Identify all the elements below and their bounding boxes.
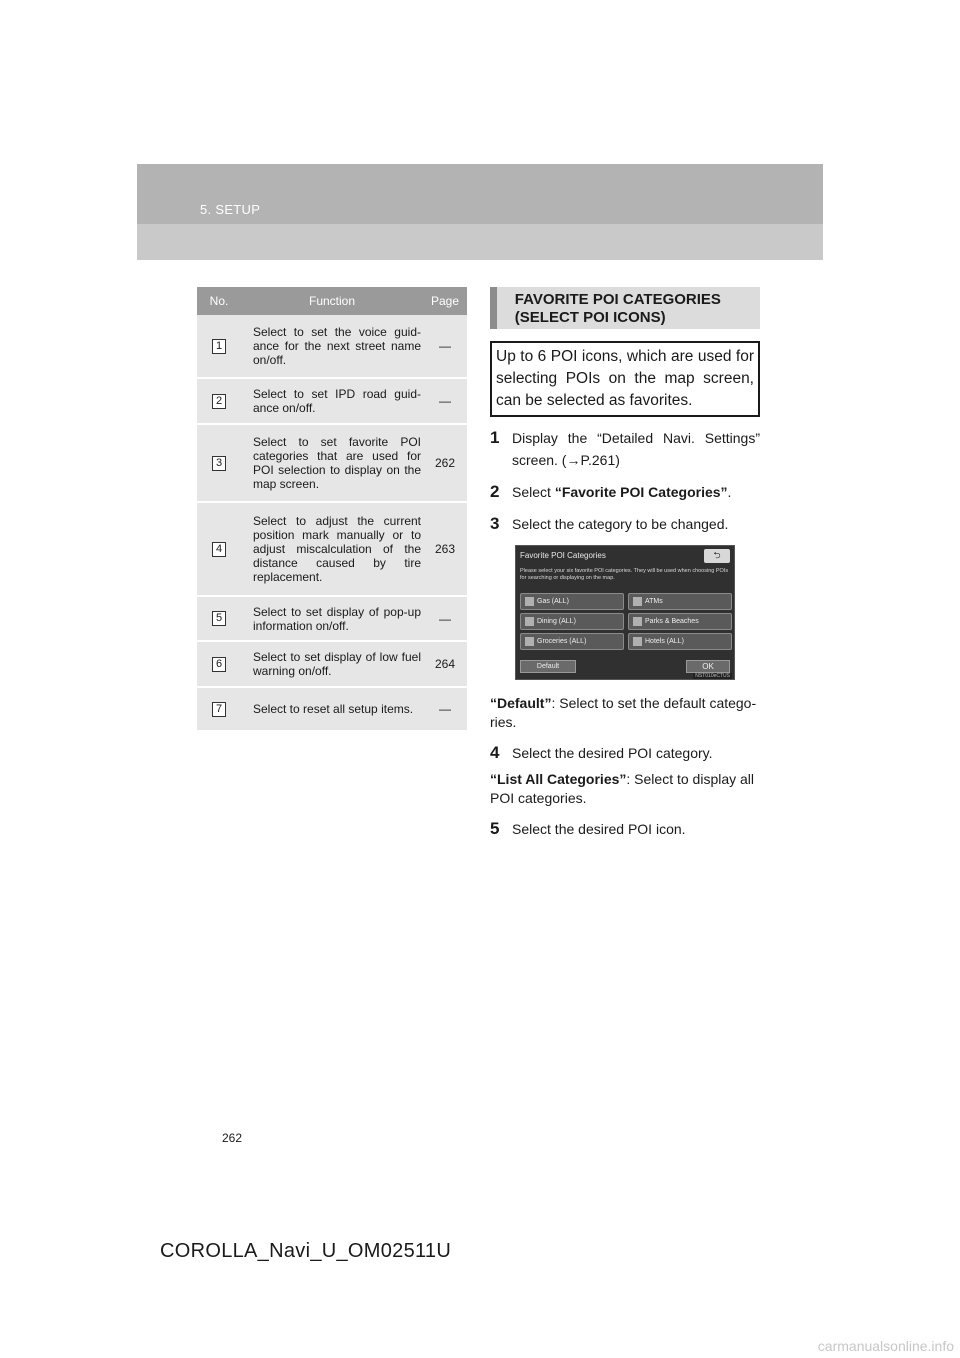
section-heading: 5. SETUP: [200, 202, 261, 217]
poi-screenshot: [515, 545, 735, 680]
row-number: 6: [212, 657, 226, 672]
poi-button-atms: [628, 593, 732, 610]
park-icon: [633, 617, 642, 626]
table-row: [197, 425, 467, 503]
row-page: 263: [434, 542, 456, 556]
row-function: Select to set favorite POI categories that are used for POI selection to display on the map screen.: [253, 435, 421, 491]
row-function: Select to reset all setup items.: [253, 702, 414, 716]
button-label: ATMs: [645, 598, 663, 605]
row-function: Select to set the voice guid-ance for the next street name on/off.: [253, 325, 421, 367]
step-number: 2: [490, 482, 500, 501]
back-icon: ⮌: [704, 549, 730, 563]
row-number: 4: [212, 542, 226, 557]
poi-button-dining: [520, 613, 624, 630]
button-label: Dining (ALL): [537, 618, 576, 625]
section-title: FAVORITE POI CATEGORIES (SELECT POI ICONS): [514, 291, 721, 326]
step-number: 3: [490, 514, 500, 533]
step-bold: “Favorite POI Categories”: [554, 484, 728, 500]
row-number: 7: [212, 702, 226, 717]
row-page: —: [439, 702, 451, 716]
step-2: [490, 481, 760, 503]
table-row: [197, 379, 467, 425]
header-band: [137, 164, 823, 224]
gas-icon: [525, 597, 534, 606]
step-5: [490, 818, 760, 840]
row-number: 2: [212, 394, 226, 409]
step-text: Display the “Detailed Navi. Settings” screen. (→P.261): [512, 430, 760, 468]
poi-button-hotels: [628, 633, 732, 650]
step-number: 4: [490, 743, 500, 762]
col-header-function: Function: [308, 294, 356, 308]
default-label: “Default”: [490, 695, 552, 711]
step-number: 1: [490, 428, 500, 447]
default-text: : Select to set the default catego-ries.: [490, 695, 757, 730]
step-text: Select the desired POI icon.: [512, 821, 686, 837]
col-header-no: No.: [209, 294, 229, 308]
function-table: [197, 287, 467, 732]
poi-button-parks: [628, 613, 732, 630]
ok-button: OK: [686, 660, 730, 673]
page-number: 262: [222, 1131, 243, 1145]
button-label: Parks & Beaches: [645, 618, 699, 625]
poi-button-gas: [520, 593, 624, 610]
image-code: NST010eCTUS: [695, 673, 730, 679]
table-header: [197, 287, 467, 315]
row-function: Select to set display of pop-up information on/off.: [253, 604, 421, 633]
intro-box: Up to 6 POI icons, which are used for selecting POIs on the map screen, can be selected as favorites.: [490, 341, 760, 417]
button-label: Groceries (ALL): [537, 638, 587, 645]
listall-label: “List All Categories”: [490, 771, 627, 787]
col-header-page: Page: [430, 294, 460, 308]
table-row: [197, 597, 467, 642]
watermark: carmanualsonline.info: [817, 1338, 954, 1354]
default-button: Default: [520, 660, 576, 673]
dining-icon: [525, 617, 534, 626]
row-number: 1: [212, 339, 226, 354]
row-function: Select to set IPD road guid-ance on/off.: [253, 387, 421, 415]
step-text: Select: [512, 484, 555, 500]
step-text: Select the desired POI category.: [512, 745, 713, 761]
row-page: 264: [434, 657, 456, 671]
step-text: Select the category to be changed.: [512, 516, 729, 532]
listall-text: : Select to display all POI categories.: [490, 771, 755, 806]
table-row: [197, 315, 467, 379]
section-bar: [490, 287, 497, 329]
button-label: Hotels (ALL): [645, 638, 684, 645]
button-label: Gas (ALL): [537, 598, 569, 605]
page-header: [137, 164, 823, 260]
row-function: Select to set display of low fuel warning on/off.: [253, 650, 421, 678]
table-row: [197, 688, 467, 732]
row-number: 3: [212, 456, 226, 471]
poi-section: [490, 287, 760, 840]
row-page: —: [439, 394, 451, 408]
row-function: Select to adjust the current position mark manually or to adjust miscalculation of the distance caused by tire replacement.: [253, 514, 421, 584]
grocery-icon: [525, 637, 534, 646]
step-number: 5: [490, 819, 500, 838]
document-code: COROLLA_Navi_U_OM02511U: [160, 1240, 452, 1262]
atm-icon: [633, 597, 642, 606]
table-row: [197, 642, 467, 688]
screenshot-message: Please select your six favorite POI categories. They will be used when choosing POIs for searching or displaying on the map.: [520, 568, 729, 581]
step-4: [490, 742, 760, 764]
default-desc: [490, 694, 760, 732]
poi-button-groceries: [520, 633, 624, 650]
step-3: [490, 513, 760, 535]
row-page: 262: [434, 456, 456, 470]
screenshot-title: Favorite POI Categories: [520, 551, 606, 560]
row-page: —: [439, 339, 451, 353]
row-number: 5: [212, 611, 226, 626]
listall-desc: [490, 770, 760, 808]
section-header: [490, 287, 760, 329]
step-1: [490, 427, 760, 471]
row-page: —: [439, 611, 451, 626]
table-row: [197, 503, 467, 597]
hotel-icon: [633, 637, 642, 646]
step-text-end: .: [727, 484, 732, 500]
